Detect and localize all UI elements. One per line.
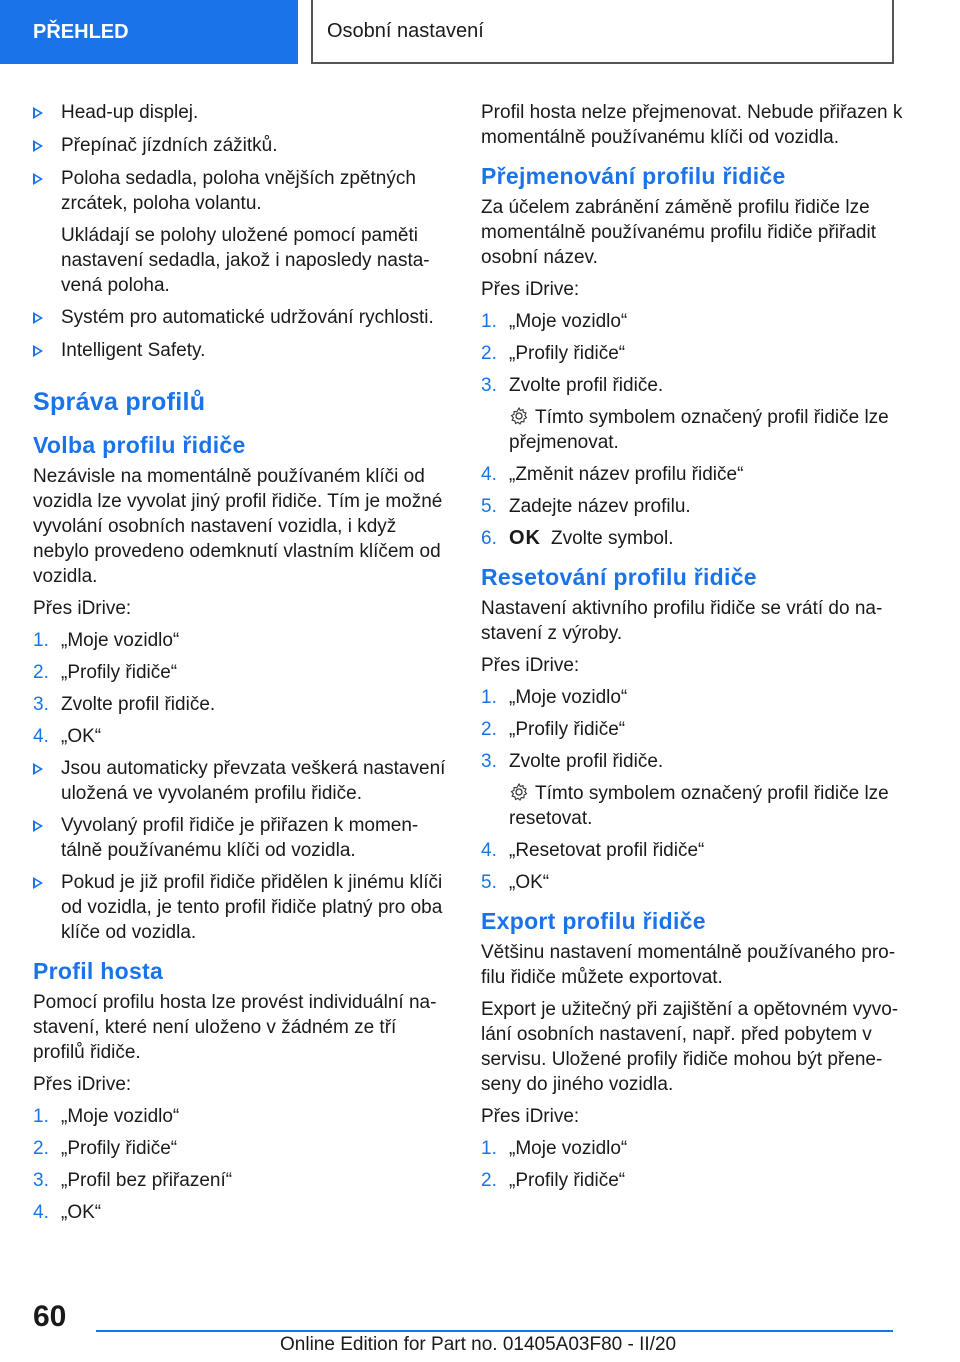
bullet-text: Head-up displej. — [61, 102, 199, 123]
left-column — [33, 100, 453, 1232]
step-text: Zvolte profil řidiče. — [509, 375, 664, 396]
step-text: Zvolte profil řidiče. — [509, 751, 664, 772]
list-item — [33, 338, 453, 364]
step-item: 1. „Moje vozidlo“ — [33, 1106, 180, 1127]
ok-icon: OK — [509, 527, 541, 549]
step-item: 3. Zvolte profil řidiče. — [481, 375, 664, 396]
step-text: „Změnit název profilu řidiče“ — [509, 464, 744, 485]
bullet-triangle-icon — [33, 820, 43, 832]
list-item — [33, 100, 453, 126]
step-item: 4. „OK“ — [33, 1202, 102, 1223]
step-text: „Profily řidiče“ — [509, 343, 626, 364]
step-text: „Moje vozidlo“ — [61, 1106, 180, 1127]
idrive-label: Přes iDrive: — [481, 279, 580, 300]
list-item — [33, 166, 453, 216]
bullet-triangle-icon — [33, 312, 43, 324]
step-text: „Profily řidiče“ — [61, 662, 178, 683]
step-text: Zadejte název profilu. — [509, 496, 691, 517]
step-text: Zvolte profil řidiče. — [61, 694, 216, 715]
idrive-label: Přes iDrive: — [33, 1074, 132, 1095]
step-note-text: Tímto symbolem označený profil řidiče lze přejmenovat. — [509, 407, 889, 453]
step-item: 1. „Moje vozidlo“ — [481, 1138, 628, 1159]
chapter-title: Osobní nastavení — [311, 0, 894, 64]
step-text: „OK“ — [509, 872, 550, 893]
bullet-text: Přepínač jízdních zážitků. — [61, 135, 278, 156]
step-text: „Profily řidiče“ — [509, 719, 626, 740]
step-item: 2. „Profily řidiče“ — [481, 343, 626, 364]
step-item: 2. „Profily řidiče“ — [481, 719, 626, 740]
bullet-triangle-icon — [33, 877, 43, 889]
step-text: „Moje vozidlo“ — [509, 1138, 628, 1159]
step-item: 2. „Profily řidiče“ — [481, 1170, 626, 1191]
section-heading: Správa profilů — [33, 388, 206, 416]
list-item — [33, 305, 453, 331]
bullet-triangle-icon — [33, 345, 43, 357]
bullet-text: Jsou automaticky převzata veškerá nastavení uložená ve vyvolaném profilu řidiče. — [61, 758, 446, 804]
step-item: 5. Zadejte název profilu. — [481, 496, 691, 517]
subheading-host: Profil hosta — [33, 958, 164, 984]
paragraph: Nezávisle na momentálně používaném klíči od vozidla lze vyvolat jiný profil řidiče. Tím je možné vyvolání osobních nastavení vozidla, i když nebylo provedeno odemknutí vlastním klíčem od vozidla. — [33, 466, 443, 587]
step-text: „Moje vozidlo“ — [509, 311, 628, 332]
step-text: „Profily řidiče“ — [509, 1170, 626, 1191]
step-item: 3. „Profil bez přiřazení“ — [33, 1170, 233, 1191]
step-note — [481, 781, 911, 831]
step-item: 1. „Moje vozidlo“ — [33, 630, 180, 651]
step-item: 4. „OK“ — [33, 726, 102, 747]
idrive-label: Přes iDrive: — [481, 1106, 580, 1127]
step-text: „Profily řidiče“ — [61, 1138, 178, 1159]
step-item: 6. OK Zvolte symbol. — [481, 527, 674, 549]
gear-icon — [509, 782, 529, 802]
paragraph: Nastavení aktivního profilu řidiče se vrátí do na-stavení z výroby. — [481, 598, 883, 644]
step-note-text: Tímto symbolem označený profil řidiče lze resetovat. — [509, 783, 889, 829]
paragraph: Většinu nastavení momentálně používaného pro-filu řidiče můžete exportovat. — [481, 942, 896, 988]
step-item: 4. „Resetovat profil řidiče“ — [481, 840, 705, 861]
idrive-label: Přes iDrive: — [481, 655, 580, 676]
step-text: Zvolte symbol. — [551, 528, 674, 549]
subheading-volba: Volba profilu řidiče — [33, 432, 246, 458]
step-item: 5. „OK“ — [481, 872, 550, 893]
step-item: 4. „Změnit název profilu řidiče“ — [481, 464, 744, 485]
step-text: „OK“ — [61, 726, 102, 747]
list-item — [33, 133, 453, 159]
step-item: 1. „Moje vozidlo“ — [481, 687, 628, 708]
step-item: 2. „Profily řidiče“ — [33, 662, 178, 683]
subheading-export: Export profilu řidiče — [481, 908, 706, 934]
edition-footer: Online Edition for Part no. 01405A03F80 - II/20 — [280, 1334, 677, 1355]
bullet-text: Systém pro automatické udržování rychlosti. — [61, 307, 434, 328]
step-text: „OK“ — [61, 1202, 102, 1223]
bullet-note: Ukládají se polohy uložené pomocí paměti nastavení sedadla, jakož i naposledy nasta-vená poloha. — [61, 225, 430, 296]
list-item — [33, 756, 453, 806]
list-item — [33, 813, 453, 863]
step-text: „Profil bez přiřazení“ — [61, 1170, 233, 1191]
bullet-triangle-icon — [33, 173, 43, 185]
gear-icon — [509, 406, 529, 426]
bullet-text: Vyvolaný profil řidiče je přiřazen k momen-tálně používanému klíči od vozidla. — [61, 815, 419, 861]
paragraph: Za účelem zabránění záměně profilu řidiče lze momentálně používanému profilu řidiče přiřadit osobní název. — [481, 197, 876, 268]
bullet-text: Poloha sedadla, poloha vnějších zpětných zrcátek, poloha volantu. — [61, 168, 416, 214]
bullet-triangle-icon — [33, 763, 43, 775]
bullet-text: Pokud je již profil řidiče přidělen k jinému klíči od vozidla, je tento profil řidiče platný pro oba klíče od vozidla. — [61, 872, 443, 943]
step-text: „Moje vozidlo“ — [509, 687, 628, 708]
step-item: 2. „Profily řidiče“ — [33, 1138, 178, 1159]
footer-divider — [96, 1330, 893, 1332]
section-tab: PŘEHLED — [0, 0, 298, 64]
step-item: 3. Zvolte profil řidiče. — [33, 694, 216, 715]
paragraph: Profil hosta nelze přejmenovat. Nebude přiřazen k momentálně používanému klíči od vozidla. — [481, 102, 903, 148]
paragraph: Export je užitečný při zajištění a opětovném vyvo-lání osobních nastavení, např. před pobytem v servisu. Uložené profily řidiče mohou být přene-seny do jiného vozidla. — [481, 999, 899, 1095]
page-number: 60 — [33, 1300, 67, 1333]
right-column — [481, 100, 911, 1200]
bullet-triangle-icon — [33, 140, 43, 152]
idrive-label: Přes iDrive: — [33, 598, 132, 619]
step-note — [481, 405, 911, 455]
subheading-rename: Přejmenování profilu řidiče — [481, 163, 786, 189]
bullet-triangle-icon — [33, 107, 43, 119]
step-text: „Resetovat profil řidiče“ — [509, 840, 705, 861]
list-item — [33, 870, 453, 945]
step-text: „Moje vozidlo“ — [61, 630, 180, 651]
subheading-reset: Resetování profilu řidiče — [481, 564, 757, 590]
step-item: 3. Zvolte profil řidiče. — [481, 751, 664, 772]
step-item: 1. „Moje vozidlo“ — [481, 311, 628, 332]
bullet-text: Intelligent Safety. — [61, 340, 206, 361]
paragraph: Pomocí profilu hosta lze provést individuální na-stavení, které není uloženo v žádném ze tří profilů řidiče. — [33, 992, 437, 1063]
